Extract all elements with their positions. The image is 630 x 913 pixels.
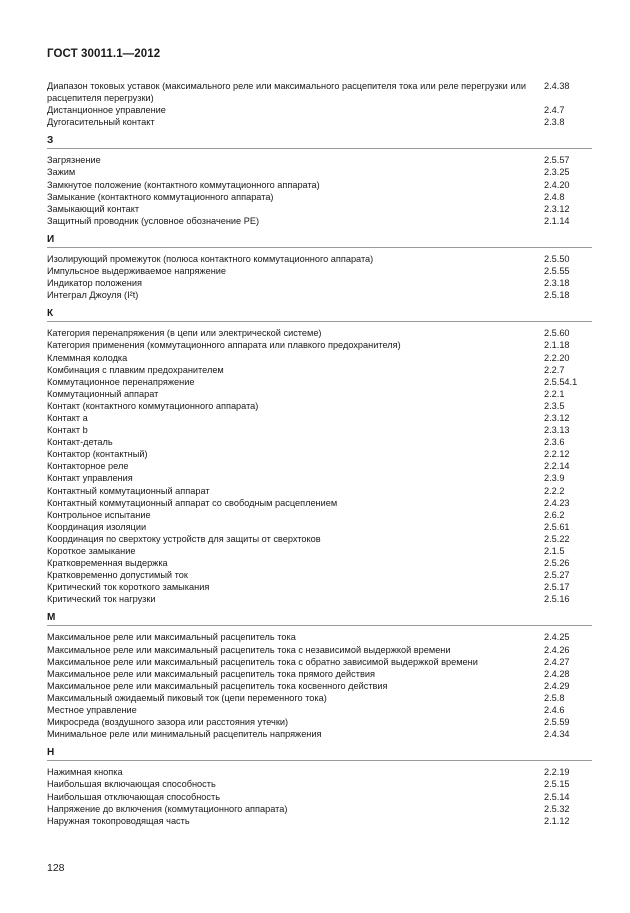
index-entry	[47, 521, 592, 533]
index-term: Замыкающий контакт	[47, 203, 140, 214]
index-ref: 2.2.20	[544, 352, 570, 363]
index-term: Координация по сверхтоку устройств для защиты от сверхтоков	[47, 533, 321, 544]
index-term: Наружная токопроводящая часть	[47, 815, 190, 826]
index-term: Дугогасительный контакт	[47, 117, 155, 128]
index-section	[47, 307, 592, 605]
index-ref: 2.5.61	[544, 521, 570, 532]
index-entry	[47, 253, 592, 265]
index-entry	[47, 472, 592, 484]
index-ref: 2.5.59	[544, 717, 570, 728]
index-term: Наибольшая отключающая способность	[47, 791, 220, 802]
index-entry	[47, 644, 592, 656]
index-entry	[47, 545, 592, 557]
index-ref: 2.1.14	[544, 215, 570, 226]
section-letter: Н	[47, 747, 55, 759]
index-entry	[47, 203, 592, 215]
index-term: Коммутационное перенапряжение	[47, 376, 195, 387]
index-ref: 2.4.6	[544, 705, 565, 716]
index-entry	[47, 424, 592, 436]
index-term: Контакт b	[47, 425, 88, 436]
index-entry	[47, 364, 592, 376]
index-entry	[47, 80, 592, 104]
index-entry	[47, 104, 592, 116]
index-term: Контактный коммутационный аппарат	[47, 485, 210, 496]
index-ref: 2.4.26	[544, 644, 570, 655]
index-entry	[47, 631, 592, 643]
index-term: Контакт управления	[47, 473, 133, 484]
index-ref: 2.3.25	[544, 167, 570, 178]
index-term: Наибольшая включающая способность	[47, 779, 216, 790]
index-ref: 2.3.12	[544, 412, 570, 423]
index-ref: 2.4.20	[544, 179, 570, 190]
index-term: Координация изоляции	[47, 521, 147, 532]
index-ref: 2.5.22	[544, 533, 570, 544]
index-ref: 2.3.8	[544, 117, 565, 128]
section-letter: И	[47, 233, 55, 245]
index-entry	[47, 448, 592, 460]
index-ref: 2.5.60	[544, 328, 570, 339]
index-entry	[47, 412, 592, 424]
index-ref: 2.4.28	[544, 668, 570, 679]
index-entry	[47, 460, 592, 472]
index-term: Максимальное реле или максимальный расцепитель тока косвенного действия	[47, 680, 388, 691]
index-ref: 2.1.12	[544, 815, 570, 826]
index-ref: 2.2.1	[544, 388, 565, 399]
section-divider	[47, 247, 592, 248]
index-term: Контакт-деталь	[47, 437, 113, 448]
index-entry	[47, 265, 592, 277]
index-term: Контактор (контактный)	[47, 449, 148, 460]
index-ref: 2.5.27	[544, 570, 570, 581]
index-ref: 2.3.12	[544, 203, 570, 214]
index-entry	[47, 154, 592, 166]
section-letter: З	[47, 135, 54, 147]
index-term: Нажимная кнопка	[47, 767, 123, 778]
section-letter: М	[47, 612, 56, 624]
index-entry	[47, 766, 592, 778]
index-ref: 2.1.5	[544, 546, 565, 556]
index-entry	[47, 191, 592, 203]
index-section	[47, 746, 592, 826]
index-entry	[47, 327, 592, 339]
index-term: Замыкание (контактного коммутационного аппарата)	[47, 191, 274, 202]
index-term: Критический ток короткого замыкания	[47, 582, 210, 593]
index-entry	[47, 569, 592, 581]
index-term: Импульсное выдерживаемое напряжение	[47, 266, 227, 277]
index-entry	[47, 116, 592, 128]
index-entry	[47, 533, 592, 545]
index-section	[47, 233, 592, 301]
index-ref: 2.4.8	[544, 191, 565, 202]
index-entry	[47, 728, 592, 740]
index-term: Максимальное реле или максимальный расцепитель тока с обратно зависимой выдержкой времени	[47, 656, 478, 667]
index-ref: 2.2.2	[544, 485, 565, 496]
index-entry	[47, 352, 592, 364]
index-entry	[47, 339, 592, 351]
index-section	[47, 134, 592, 227]
section-divider	[47, 148, 592, 149]
index-entry	[47, 778, 592, 790]
index-entry	[47, 179, 592, 191]
index-term: Местное управление	[47, 705, 137, 716]
index-entry	[47, 791, 592, 803]
index-entry	[47, 557, 592, 569]
index-term: Диапазон токовых уставок (максимального реле или максимального расцепителя тока или реле перегрузки или расцепителя перегрузки)	[47, 81, 526, 104]
index-entry	[47, 388, 592, 400]
index-term: Контактный коммутационный аппарат со свободным расцеплением	[47, 497, 338, 508]
index-section	[47, 611, 592, 740]
index-entry	[47, 485, 592, 497]
index-ref: 2.3.13	[544, 425, 570, 436]
index-entry	[47, 289, 592, 301]
index-term: Короткое замыкание	[47, 546, 136, 556]
index-ref: 2.6.2	[544, 509, 565, 520]
index-entry	[47, 704, 592, 716]
index-term: Защитный проводник (условное обозначение РЕ)	[47, 215, 260, 226]
index-ref: 2.1.18	[544, 340, 570, 351]
section-letter: К	[47, 308, 54, 320]
index-term: Кратковременно допустимый ток	[47, 570, 188, 581]
index-ref: 2.3.18	[544, 278, 570, 289]
page-number: 128	[47, 862, 65, 874]
index-entry	[47, 680, 592, 692]
index-content	[47, 80, 592, 827]
index-entry	[47, 215, 592, 227]
index-entry	[47, 716, 592, 728]
index-entry	[47, 815, 592, 827]
index-ref: 2.5.32	[544, 803, 570, 814]
index-entry	[47, 497, 592, 509]
index-term: Максимальное реле или максимальный расцепитель тока прямого действия	[47, 668, 375, 679]
section-divider	[47, 321, 592, 322]
index-term: Интеграл Джоуля (I²t)	[47, 290, 139, 301]
index-ref: 2.5.16	[544, 594, 570, 605]
index-term: Кратковременная выдержка	[47, 558, 168, 569]
index-entry	[47, 668, 592, 680]
index-ref: 2.2.14	[544, 461, 570, 472]
index-ref: 2.2.7	[544, 364, 565, 375]
index-ref: 2.5.18	[544, 290, 570, 301]
index-ref: 2.3.6	[544, 437, 565, 448]
index-term: Микросреда (воздушного зазора или расстояния утечки)	[47, 717, 289, 728]
index-term: Максимальный ожидаемый пиковый ток (цепи переменного тока)	[47, 692, 327, 703]
index-entry	[47, 400, 592, 412]
index-entry	[47, 376, 592, 388]
index-entry	[47, 277, 592, 289]
index-term: Контакт а	[47, 412, 88, 423]
index-term: Коммутационный аппарат	[47, 388, 159, 399]
index-ref: 2.4.7	[544, 105, 565, 116]
index-entry	[47, 656, 592, 668]
section-divider	[47, 760, 592, 761]
index-ref: 2.3.9	[544, 473, 565, 484]
index-entry	[47, 803, 592, 815]
index-ref: 2.4.23	[544, 497, 570, 508]
index-term: Замкнутое положение (контактного коммутационного аппарата)	[47, 179, 320, 190]
index-ref: 2.4.25	[544, 632, 570, 643]
index-entry	[47, 581, 592, 593]
index-ref: 2.5.8	[544, 692, 565, 703]
index-ref: 2.5.54.1	[544, 376, 578, 387]
index-term: Максимальное реле или максимальный расцепитель тока	[47, 632, 296, 643]
index-term: Контакторное реле	[47, 461, 129, 472]
index-term: Загрязнение	[47, 155, 101, 166]
index-term: Категория применения (коммутационного аппарата или плавкого предохранителя)	[47, 340, 401, 351]
index-term: Клеммная колодка	[47, 352, 128, 363]
index-entry	[47, 166, 592, 178]
index-ref: 2.2.19	[544, 767, 570, 778]
index-ref: 2.5.14	[544, 791, 570, 802]
index-ref: 2.2.12	[544, 449, 570, 460]
index-term: Индикатор положения	[47, 278, 142, 289]
index-ref: 2.5.17	[544, 582, 570, 593]
index-ref: 2.4.27	[544, 656, 570, 667]
index-term: Дистанционное управление	[47, 105, 166, 116]
index-term: Изолирующий промежуток (полюса контактного коммутационного аппарата)	[47, 253, 374, 264]
index-ref: 2.5.57	[544, 155, 570, 166]
index-entry	[47, 509, 592, 521]
index-ref: 2.5.50	[544, 253, 570, 264]
index-ref: 2.5.15	[544, 779, 570, 790]
index-ref: 2.5.26	[544, 558, 570, 569]
index-term: Максимальное реле или максимальный расцепитель тока с независимой выдержкой времени	[47, 644, 451, 655]
index-entry	[47, 436, 592, 448]
index-term: Напряжение до включения (коммутационного аппарата)	[47, 803, 288, 814]
index-entry	[47, 593, 592, 605]
index-term: Минимальное реле или минимальный расцепитель напряжения	[47, 729, 322, 740]
index-ref: 2.4.38	[544, 81, 570, 91]
index-term: Комбинация с плавким предохранителем	[47, 364, 224, 375]
index-term: Контрольное испытание	[47, 509, 151, 520]
index-term: Критический ток нагрузки	[47, 594, 156, 605]
document-header: ГОСТ 30011.1—2012	[47, 48, 161, 60]
index-ref: 2.3.5	[544, 400, 565, 411]
index-ref: 2.5.55	[544, 266, 570, 277]
index-term: Контакт (контактного коммутационного аппарата)	[47, 400, 259, 411]
index-entry	[47, 692, 592, 704]
index-ref: 2.4.34	[544, 729, 570, 740]
section-divider	[47, 625, 592, 626]
index-term: Зажим	[47, 167, 76, 178]
index-ref: 2.4.29	[544, 680, 570, 691]
index-term: Категория перенапряжения (в цепи или электрической системе)	[47, 328, 322, 339]
